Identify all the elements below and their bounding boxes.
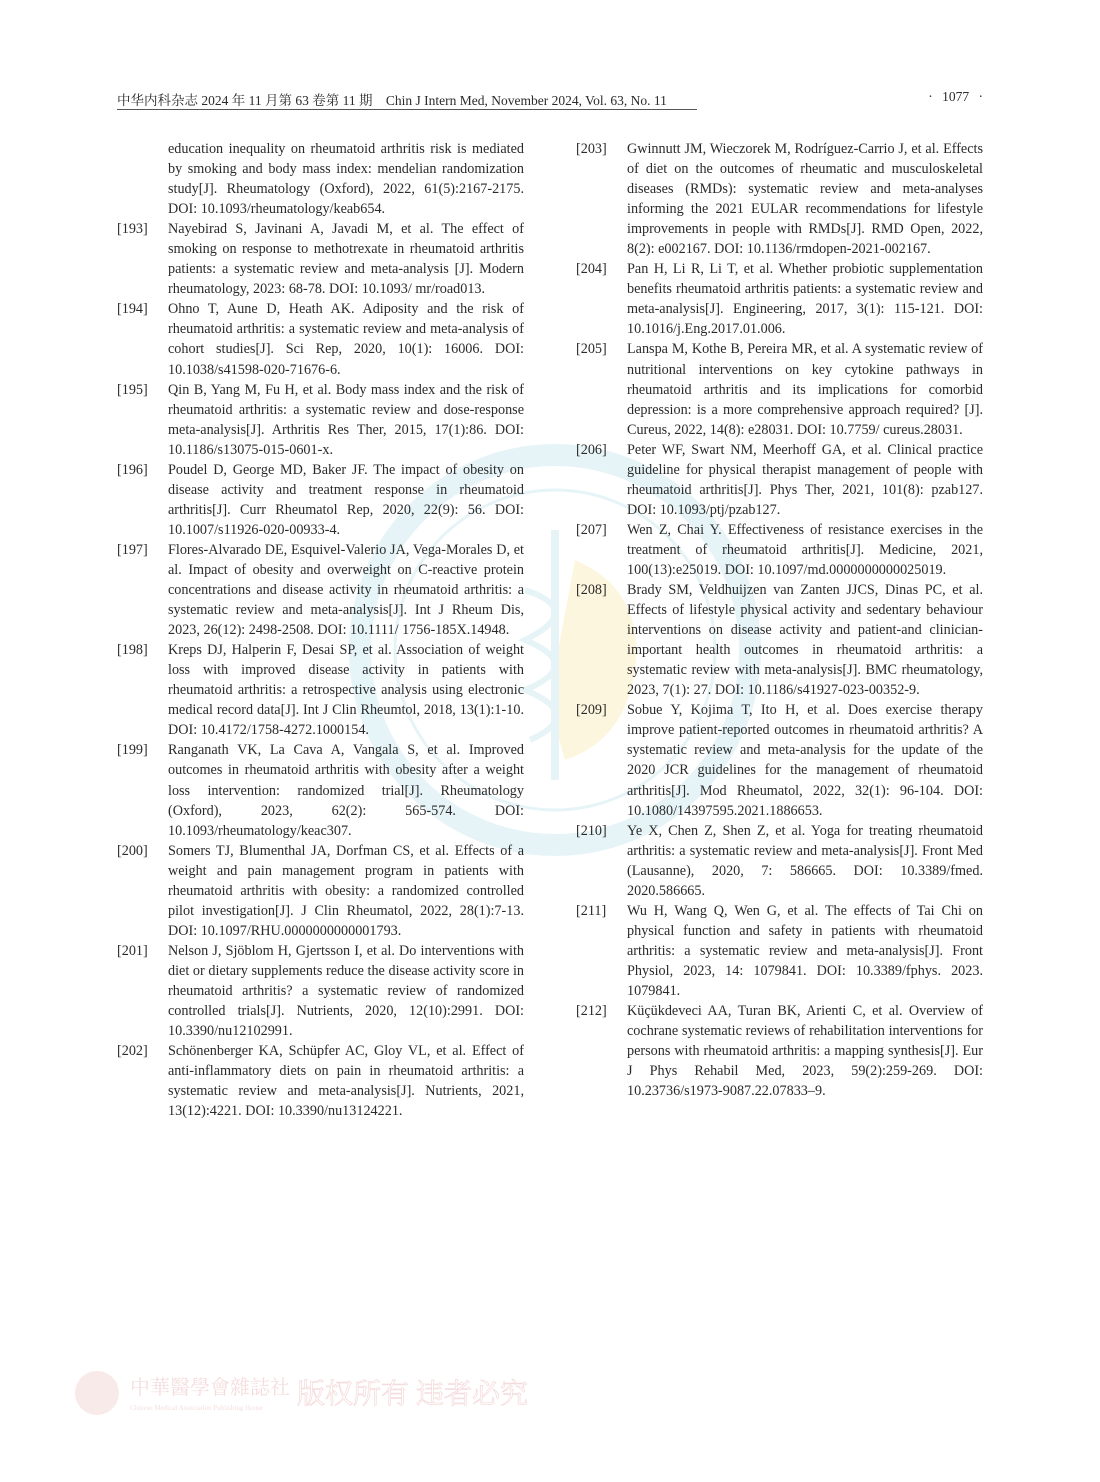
reference-number: [197] <box>117 541 148 558</box>
reference-number: [202] <box>117 1043 148 1060</box>
reference-text: Wu H, Wang Q, Wen G, et al. The effects of Tai Chi on physical function and safety in patients with rheumatoid arthritis: a systematic review and meta-analysis[J]. Front Physiol, 2023, 14: 1079841. DOI: 10.3389/fphys. 2023. 1079841. <box>627 902 983 999</box>
reference-entry <box>117 380 527 460</box>
reference-text: Ranganath VK, La Cava A, Vangala S, et al. Improved outcomes in rheumatoid arthritis with obesity after a weight loss intervention: randomized trial[J]. Rheumatology (Oxford), 2023, 62(2): 565-574. DOI: 10.1093/rheumatology/keac307. <box>168 742 524 839</box>
reference-text: Brady SM, Veldhuijzen van Zanten JJCS, Dinas PC, et al. Effects of lifestyle physical activity and sedentary behaviour interventions on disease activity and patient-and clinician-important health outcomes in rheumatoid arthritis: a systematic review with meta-analysis[J]. BMC rheumatology, 2023, 7(1): 27. DOI: 10.1186/s41927-023-00352-9. <box>627 582 983 699</box>
reference-entry <box>117 1041 527 1121</box>
reference-text: Sobue Y, Kojima T, Ito H, et al. Does exercise therapy improve patient-reported outcomes in rheumatoid arthritis? A systematic review and meta-analysis for the update of the 2020 JCR guidelines for the management of rheumatoid arthritis[J]. Mod Rheumatol, 2022, 32(1): 96-104. DOI: 10.1080/14397595.2021.1886653. <box>627 702 983 819</box>
reference-entry <box>576 580 986 700</box>
reference-entry <box>576 139 986 259</box>
reference-column-right <box>576 139 986 1101</box>
reference-column-left <box>117 139 527 1121</box>
reference-number: [196] <box>117 461 148 478</box>
reference-text: Küçükdeveci AA, Turan BK, Arienti C, et al. Overview of cochrane systematic reviews of rehabilitation interventions for persons with rheumatoid arthritis: a mapping synthesis[J]. Eur J Phys Rehabil Med, 2023, 59(2):259-269. DOI: 10.23736/s1973-9087.22.07833–9. <box>627 1003 983 1100</box>
publisher-name-english: Chinese Medical Association Publishing House <box>130 1404 263 1412</box>
reference-text: Kreps DJ, Halperin F, Desai SP, et al. Association of weight loss with improved disease activity in patients with rheumatoid arthritis: a retrospective analysis using electronic medical record data[J]. Int J Clin Rheumtol, 2018, 13(1):1-10. DOI: 10.4172/1758-4272.1000154. <box>168 642 524 739</box>
reference-text: Schönenberger KA, Schüpfer AC, Gloy VL, et al. Effect of anti-inflammatory diets on pain in rheumatoid arthritis: a systematic review and meta-analysis[J]. Nutrients, 2021, 13(12):4221. DOI: 10.3390/nu13124221. <box>168 1043 524 1120</box>
reference-number: [199] <box>117 742 148 759</box>
reference-entry <box>117 540 527 640</box>
reference-entry <box>117 219 527 299</box>
reference-entry <box>576 440 986 520</box>
reference-number: [206] <box>576 441 607 458</box>
reference-number: [208] <box>576 582 607 599</box>
reference-text: Poudel D, George MD, Baker JF. The impact of obesity on disease activity and treatment response in rheumatoid arthritis[J]. Curr Rheumatol Rep, 2020, 22(9): 56. DOI: 10.1007/s11926-020-00933-4. <box>168 461 524 538</box>
reference-number: [204] <box>576 261 607 278</box>
reference-number: [212] <box>576 1003 607 1020</box>
reference-number: [193] <box>117 221 148 238</box>
reference-number: [203] <box>576 141 607 157</box>
reference-entry <box>117 139 527 219</box>
reference-number: [195] <box>117 381 148 398</box>
reference-entry <box>117 640 527 740</box>
reference-text: education inequality on rheumatoid arthritis risk is mediated by smoking and body mass index: mendelian randomization study[J]. Rheumatology (Oxford), 2022, 61(5):2167-2175. DOI: 10.1093/rheumatology/keab654. <box>168 141 524 218</box>
publisher-footer-logo <box>72 1368 529 1418</box>
reference-text: Pan H, Li R, Li T, et al. Whether probiotic supplementation benefits rheumatoid arthritis patients: a systematic review and meta-analysis[J]. Engineering, 2017, 3(1): 115-121. DOI: 10.1016/j.Eng.2017.01.006. <box>627 261 983 338</box>
copyright-notice: 版权所有 违者必究 <box>297 1379 529 1410</box>
reference-number: [210] <box>576 822 607 839</box>
reference-number: [201] <box>117 942 148 959</box>
reference-entry <box>576 821 986 901</box>
reference-text: Qin B, Yang M, Fu H, et al. Body mass index and the risk of rheumatoid arthritis: a systematic review and dose-response meta-analysis[J]. Arthritis Res Ther, 2015, 17(1):86. DOI: 10.1186/s13075-015-0601-x. <box>168 381 524 458</box>
reference-entry <box>576 339 986 439</box>
running-header <box>117 89 697 110</box>
reference-entry <box>117 841 527 941</box>
publisher-name-chinese: 中華醫學會雜誌社 <box>130 1377 290 1399</box>
journal-title-english: Chin J Intern Med, November 2024, Vol. 63, No. 11 <box>385 93 667 108</box>
journal-title-chinese: 中华内科杂志 2024 年 11 月第 63 卷第 11 期 <box>117 93 373 108</box>
reference-entry <box>576 1001 986 1101</box>
reference-number: [198] <box>117 642 148 659</box>
reference-entry <box>117 460 527 540</box>
reference-number <box>117 139 168 219</box>
reference-number: [205] <box>576 341 607 358</box>
reference-text: Gwinnutt JM, Wieczorek M, Rodríguez-Carrio J, et al. Effects of diet on the outcomes of rheumatic and musculoskeletal diseases (RMDs): systematic review and meta-analyses informing the 2021 EULAR recommendations for lifestyle improvements in people with RMDs[J]. RMD Open, 2022, 8(2): e002167. DOI: 10.1136/rmdopen-2021-002167. <box>627 141 983 258</box>
reference-number: [207] <box>576 521 607 538</box>
reference-text: Nayebirad S, Javinani A, Javadi M, et al. The effect of smoking on response to methotrexate in rheumatoid arthritis patients: a systematic review and meta-analysis [J]. Modern rheumatology, 2023: 68-78. DOI: 10.1093/ mr/road013. <box>168 221 524 298</box>
reference-number: [200] <box>117 842 148 859</box>
reference-entry <box>117 941 527 1041</box>
reference-text: Somers TJ, Blumenthal JA, Dorfman CS, et al. Effects of a weight and pain management program in patients with rheumatoid arthritis with obesity: a randomized controlled pilot investigation[J]. J Clin Rheumatol, 2022, 28(1):7-13. DOI: 10.1097/RHU.0000000000001793. <box>168 842 524 939</box>
reference-text: Flores-Alvarado DE, Esquivel-Valerio JA, Vega-Morales D, et al. Impact of obesity and overweight on C-reactive protein concentrations and disease activity in rheumatoid arthritis: a systematic review and meta-analysis[J]. Int J Rheum Dis, 2023, 26(12): 2498-2508. DOI: 10.1111/ 1756-185X.14948. <box>168 541 524 639</box>
reference-text: Ye X, Chen Z, Shen Z, et al. Yoga for treating rheumatoid arthritis: a systematic review and meta-analysis[J]. Front Med (Lausanne), 2020, 7: 586665. DOI: 10.3389/fmed. 2020.586665. <box>627 822 983 899</box>
reference-entry <box>576 259 986 339</box>
reference-text: Ohno T, Aune D, Heath AK. Adiposity and the risk of rheumatoid arthritis: a systematic review and meta-analysis of cohort studies[J]. Sci Rep, 2020, 10(1): 16006. DOI: 10.1038/s41598-020-71676-6. <box>168 301 524 378</box>
reference-entry <box>576 520 986 580</box>
reference-number: [211] <box>576 902 607 919</box>
page-number: · 1077 · <box>928 89 983 104</box>
reference-text: Wen Z, Chai Y. Effectiveness of resistance exercises in the treatment of rheumatoid arthritis[J]. Medicine, 2021, 100(13):e25019. DOI: 10.1097/md.0000000000025019. <box>627 521 983 578</box>
reference-entry <box>576 901 986 1001</box>
reference-number: [194] <box>117 301 148 318</box>
reference-entry <box>117 740 527 840</box>
reference-text: Peter WF, Swart NM, Meerhoff GA, et al. Clinical practice guideline for physical therapist management of people with rheumatoid arthritis[J]. Phys Ther, 2021, 101(8): pzab127. DOI: 10.1093/ptj/pzab127. <box>627 441 983 518</box>
reference-entry <box>117 299 527 379</box>
reference-text: Lanspa M, Kothe B, Pereira MR, et al. A systematic review of nutritional interventions on key cytokine pathways in rheumatoid arthritis and its implications for comorbid depression: is a more comprehensive approach required? [J]. Cureus, 2022, 14(8): e28031. DOI: 10.7759/ cureus.28031. <box>627 341 983 438</box>
reference-text: Nelson J, Sjöblom H, Gjertsson I, et al. Do interventions with diet or dietary supplements reduce the disease activity score in rheumatoid arthritis? a systematic review of randomized controlled trials[J]. Nutrients, 2020, 12(10):2991. DOI: 10.3390/nu12102991. <box>168 942 524 1040</box>
reference-entry <box>576 700 986 820</box>
reference-number: [209] <box>576 702 607 719</box>
